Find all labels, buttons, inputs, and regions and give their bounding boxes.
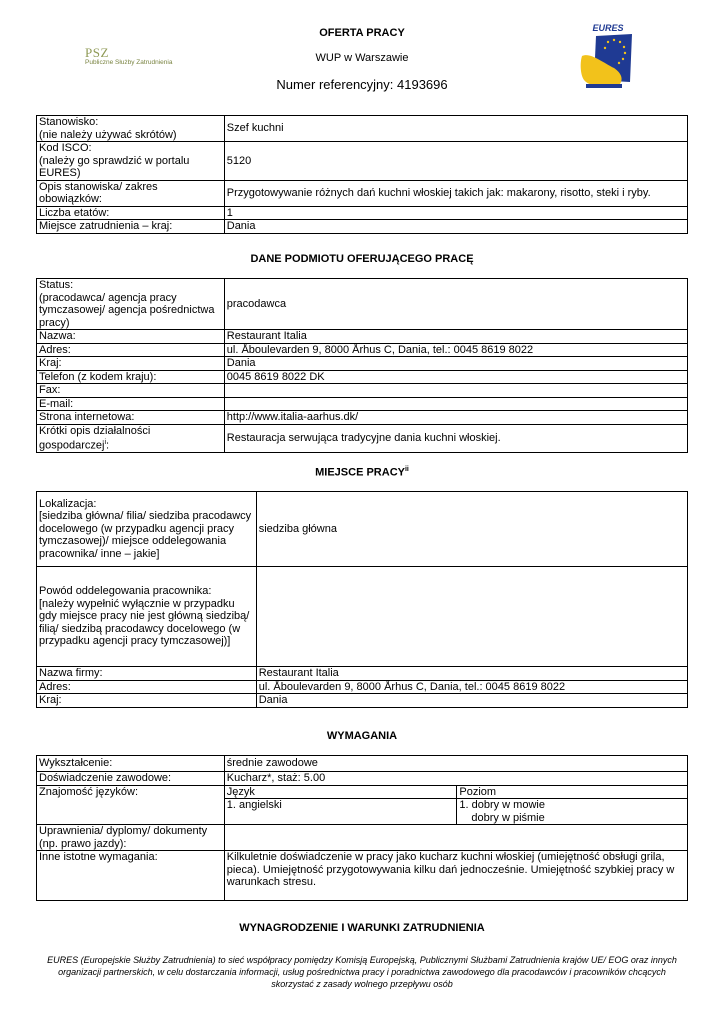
employer-name-label: Nazwa: [37, 330, 225, 344]
status-value: pracodawca [224, 279, 687, 330]
delegation-reason-value [256, 567, 687, 667]
languages-label: Znajomość języków: [37, 785, 225, 825]
email-value [224, 397, 687, 411]
document-title: OFERTA PRACY [319, 27, 405, 39]
employer-country-value: Dania [224, 357, 687, 371]
workplace-section-title: MIEJSCE PRACY$^{ii}$ [315, 466, 409, 479]
level-column-header: Poziom [457, 785, 688, 799]
business-description-value: Restauracja serwująca tradycyjne dania kuchni włoskiej. [224, 424, 687, 453]
position-value: Szef kuchni [224, 116, 687, 142]
delegation-reason-label: Powód oddelegowania pracownika: [należy wypełnić wyłącznie w przypadku gdy miejsce pracy nie jest główną siedzibą/ filią/ siedzibą pracodawcy docelowego (w przypadku agencji pracy tymczasowej)] [37, 567, 257, 667]
other-requirements-value: Kilkuletnie doświadczenie w pracy jako kucharz kuchni włoskiej (umiejętność obsługi grila, pieca). Umiejętność przygotowywania kilku dań jednocześnie. Umiejętność szybkiej pracy w warunkach stresu. [224, 851, 687, 901]
phone-value: 0045 8619 8022 DK [224, 370, 687, 384]
country-value: Dania [224, 220, 687, 234]
employer-country-label: Kraj: [37, 357, 225, 371]
experience-value: Kucharz*, staż: 5.00 [224, 772, 687, 786]
language-level-writing: dobry w piśmie [471, 811, 545, 824]
position-label: Stanowisko: (nie należy używać skrótów) [37, 116, 225, 142]
website-label: Strona internetowa: [37, 411, 225, 425]
reference-number: Numer referencyjny: 4193696 [276, 77, 448, 92]
employer-table [36, 278, 688, 453]
country-label: Miejsce zatrudnienia – kraj: [37, 220, 225, 234]
employer-address-value: ul. Åboulevarden 9, 8000 Århus C, Dania, tel.: 0045 8619 8022 [224, 343, 687, 357]
phone-label: Telefon (z kodem kraju): [37, 370, 225, 384]
salary-section-title: WYNAGRODZENIE I WARUNKI ZATRUDNIENIA [239, 922, 485, 934]
website-value[interactable]: http://www.italia-aarhus.dk/ [224, 411, 687, 425]
office-name: WUP w Warszawie [315, 52, 409, 64]
fax-value [224, 384, 687, 398]
description-value: Przygotowywanie różnych dań kuchni włoskiej takich jak: makarony, risotto, steki i ryby. [224, 180, 687, 206]
licenses-value [224, 825, 687, 851]
language-column-header: Język [224, 785, 457, 799]
workplace-country-label: Kraj: [37, 694, 257, 708]
language-value: 1. angielski [224, 799, 457, 825]
education-label: Wykształcenie: [37, 756, 225, 772]
isco-label: Kod ISCO: (należy go sprawdzić w portalu EURES) [37, 142, 225, 181]
eures-logo [580, 22, 636, 90]
psz-logo-text: PSZ [85, 45, 109, 60]
requirements-section-title: WYMAGANIA [326, 730, 398, 742]
vacancies-value: 1 [224, 206, 687, 220]
email-label: E-mail: [37, 397, 225, 411]
language-level [457, 799, 688, 825]
status-label: Status: (pracodawca/ agencja pracy tymczasowej/ agencja pośrednictwa pracy) [37, 279, 225, 330]
employer-name-value: Restaurant Italia [224, 330, 687, 344]
company-name-value: Restaurant Italia [256, 667, 687, 681]
location-value: siedziba główna [256, 492, 687, 567]
location-label: Lokalizacja: [siedziba główna/ filia/ siedziba pracodawcy docelowego (w przypadku agencji pracy tymczasowej)/ miejsce oddelegowania pracownika/ inne – jakie] [37, 492, 257, 567]
employer-address-label: Adres: [37, 343, 225, 357]
workplace-table [36, 491, 688, 708]
job-table [36, 115, 688, 234]
footer-note: EURES (Europejskie Służby Zatrudnienia) to sieć współpracy pomiędzy Komisją Europejską, Publicznymi Służbami Zatrudnienia krajów UE/ EOG oraz innych organizacji partnerskich, w celu dostarczania informacji, usług pośrednictwa pracy i poradnictwa zawodowego dla pracodawców i pracowników chcących skorzystać z zasady wolnego przepływu osób [47, 955, 677, 989]
licenses-label: Uprawnienia/ dyplomy/ dokumenty (np. prawo jazdy): [37, 825, 225, 851]
business-description-label: Krótki opis działalności gospodarczej$^i$: [37, 424, 225, 453]
eures-logo-text: EURES [592, 23, 624, 33]
experience-label: Doświadczenie zawodowe: [37, 772, 225, 786]
isco-value: 5120 [224, 142, 687, 181]
requirements-table [36, 755, 688, 901]
workplace-address-label: Adres: [37, 680, 257, 694]
psz-logo-subtext: Publiczne Służby Zatrudnienia [85, 59, 173, 66]
vacancies-label: Liczba etatów: [37, 206, 225, 220]
language-level-speaking: 1. dobry w mowie [459, 799, 545, 811]
education-value: średnie zawodowe [224, 756, 687, 772]
other-requirements-label: Inne istotne wymagania: [37, 851, 225, 901]
workplace-country-value: Dania [256, 694, 687, 708]
description-label: Opis stanowiska/ zakres obowiązków: [37, 180, 225, 206]
employer-section-title: DANE PODMIOTU OFERUJĄCEGO PRACĘ [250, 253, 474, 265]
company-name-label: Nazwa firmy: [37, 667, 257, 681]
workplace-address-value: ul. Åboulevarden 9, 8000 Århus C, Dania, tel.: 0045 8619 8022 [256, 680, 687, 694]
fax-label: Fax: [37, 384, 225, 398]
